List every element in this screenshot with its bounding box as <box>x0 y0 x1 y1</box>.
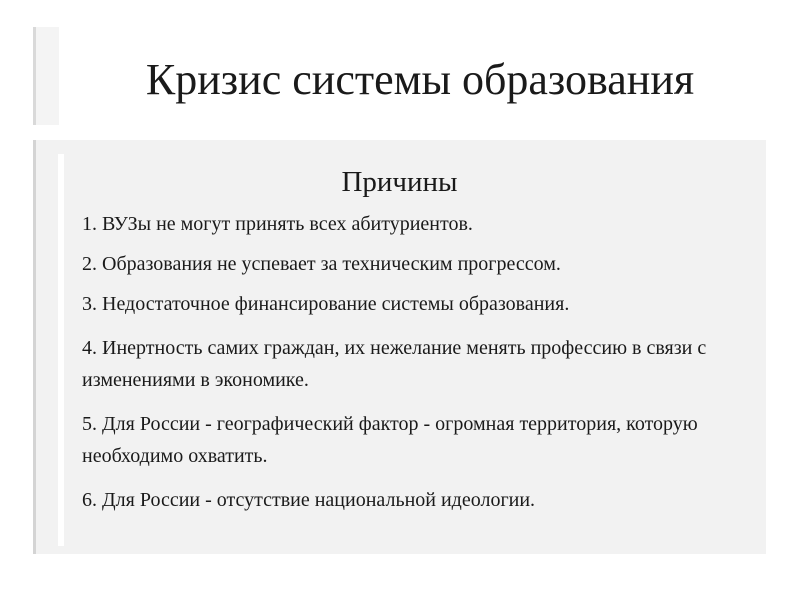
reason-item-2: 2. Образования не успевает за техническим прогрессом. <box>82 253 561 275</box>
reason-item-6: 6. Для России - отсутствие национальной идеологии. <box>82 489 536 511</box>
reasons-list <box>82 208 742 516</box>
section-subtitle: Причины <box>341 166 458 198</box>
title-accent-bar <box>33 27 59 125</box>
reason-item-5: 5. Для России - географический фактор - огромная территория, которую необходимо охватить. <box>82 413 698 467</box>
reason-item-1: 1. ВУЗы не могут принять всех абитуриентов. <box>82 213 473 235</box>
reason-item-4: 4. Инертность самих граждан, их нежелание менять профессию в связи с изменениями в экономике. <box>82 337 707 391</box>
reason-item-3: 3. Недостаточное финансирование системы образования. <box>82 293 570 315</box>
slide-title: Кризис системы образования <box>145 55 695 104</box>
panel-accent-bar <box>58 154 64 546</box>
